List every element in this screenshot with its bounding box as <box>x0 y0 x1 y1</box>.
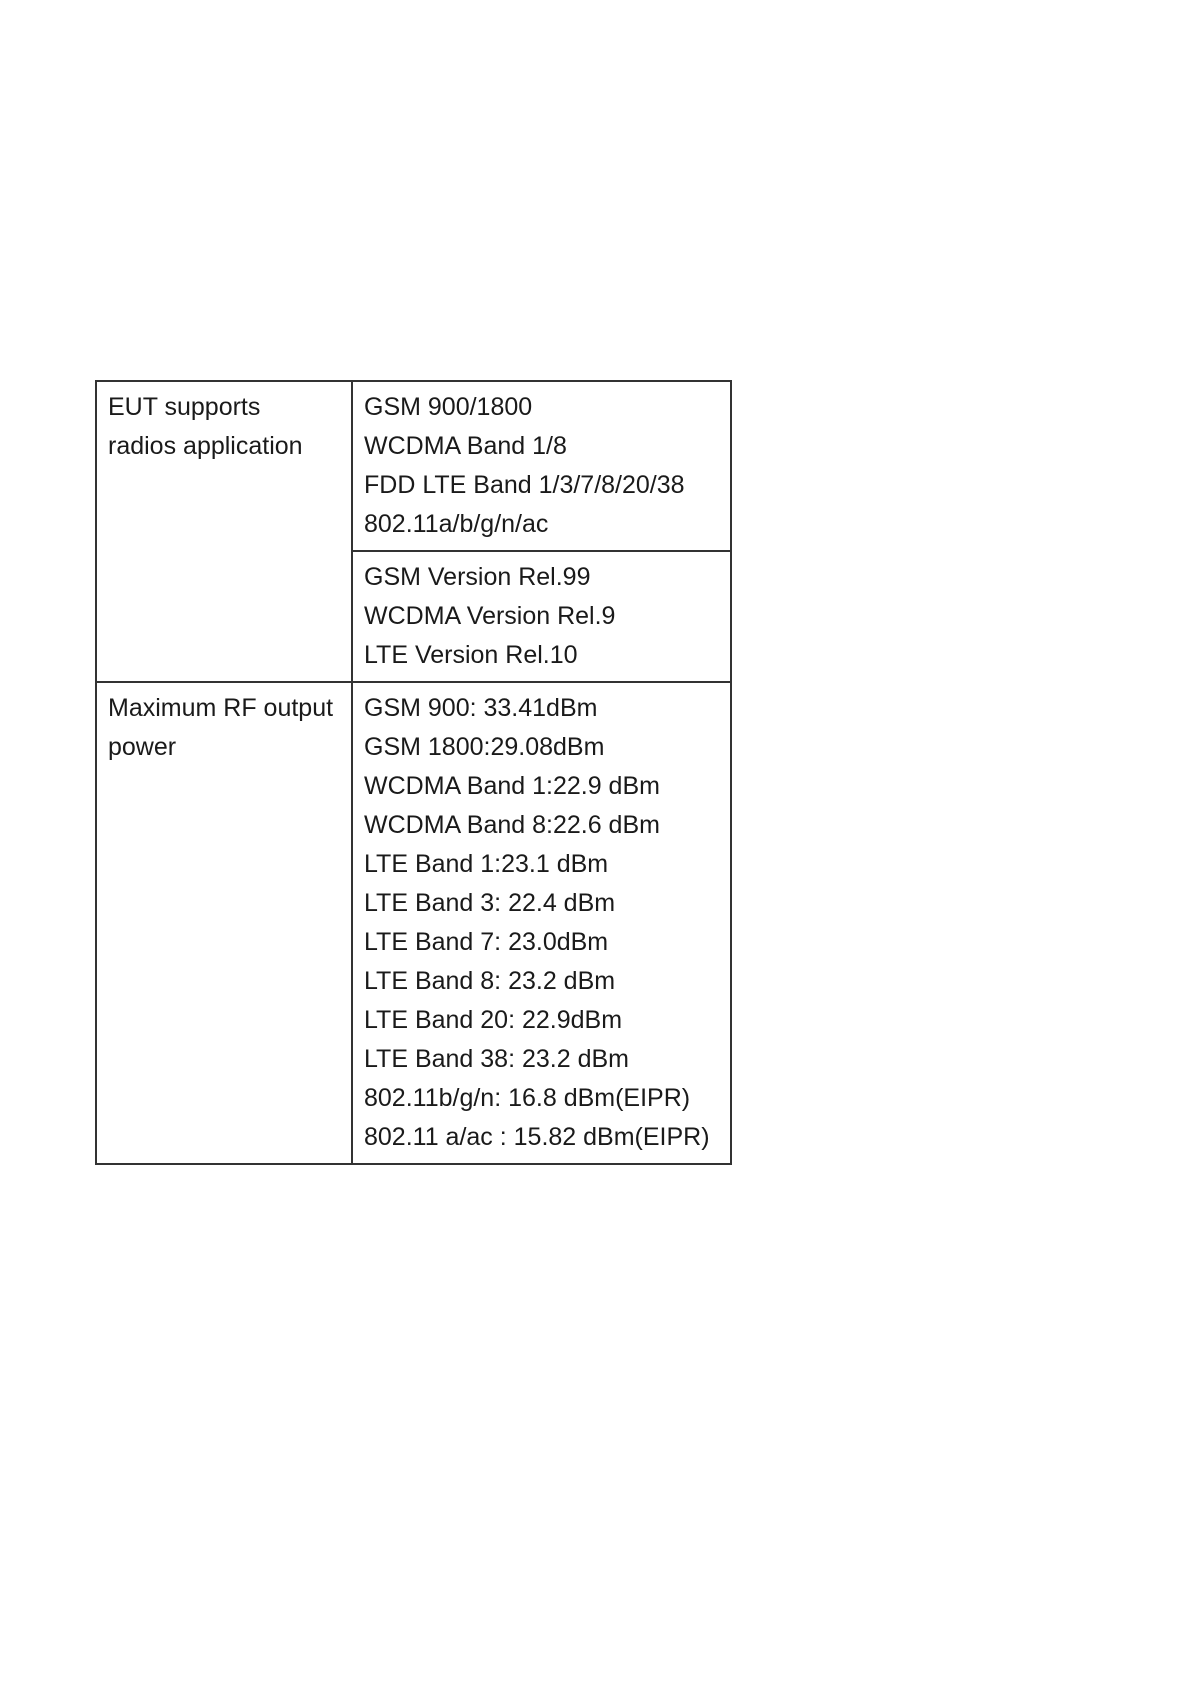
value-line: WCDMA Version Rel.9 <box>364 602 616 630</box>
label-line: radios application <box>108 432 303 460</box>
value-line: WCDMA Band 8:22.6 dBm <box>364 811 660 839</box>
table-row-radios <box>96 381 731 551</box>
table-row-rf-power <box>96 682 731 1164</box>
value-line: LTE Band 3: 22.4 dBm <box>364 889 616 917</box>
value-line: LTE Version Rel.10 <box>364 641 578 669</box>
value-line: LTE Band 38: 23.2 dBm <box>364 1045 629 1073</box>
value-line: LTE Band 20: 22.9dBm <box>364 1006 623 1034</box>
value-line: GSM 900: 33.41dBm <box>364 694 598 722</box>
value-line: WCDMA Band 1/8 <box>364 432 567 460</box>
label-line: power <box>108 733 177 761</box>
spec-table <box>95 380 732 1165</box>
value-line: LTE Band 7: 23.0dBm <box>364 928 609 956</box>
value-line: WCDMA Band 1:22.9 dBm <box>364 772 660 800</box>
value-line: LTE Band 8: 23.2 dBm <box>364 967 616 995</box>
value-line: GSM 1800:29.08dBm <box>364 733 605 761</box>
value-line: GSM Version Rel.99 <box>364 563 591 591</box>
value-cell-rf-power <box>352 682 731 1164</box>
label-line: Maximum RF output <box>108 694 334 722</box>
value-cell-versions <box>352 551 731 682</box>
value-line: 802.11b/g/n: 16.8 dBm(EIPR) <box>364 1084 691 1112</box>
value-line: GSM 900/1800 <box>364 393 533 421</box>
label-line: EUT supports <box>108 393 261 421</box>
row-label-radios <box>96 381 352 682</box>
value-line: FDD LTE Band 1/3/7/8/20/38 <box>364 471 685 499</box>
row-label-rf-power <box>96 682 352 1164</box>
value-line: 802.11 a/ac : 15.82 dBm(EIPR) <box>364 1123 710 1151</box>
value-line: LTE Band 1:23.1 dBm <box>364 850 609 878</box>
value-line: 802.11a/b/g/n/ac <box>364 510 549 538</box>
value-cell-supported-bands <box>352 381 731 551</box>
